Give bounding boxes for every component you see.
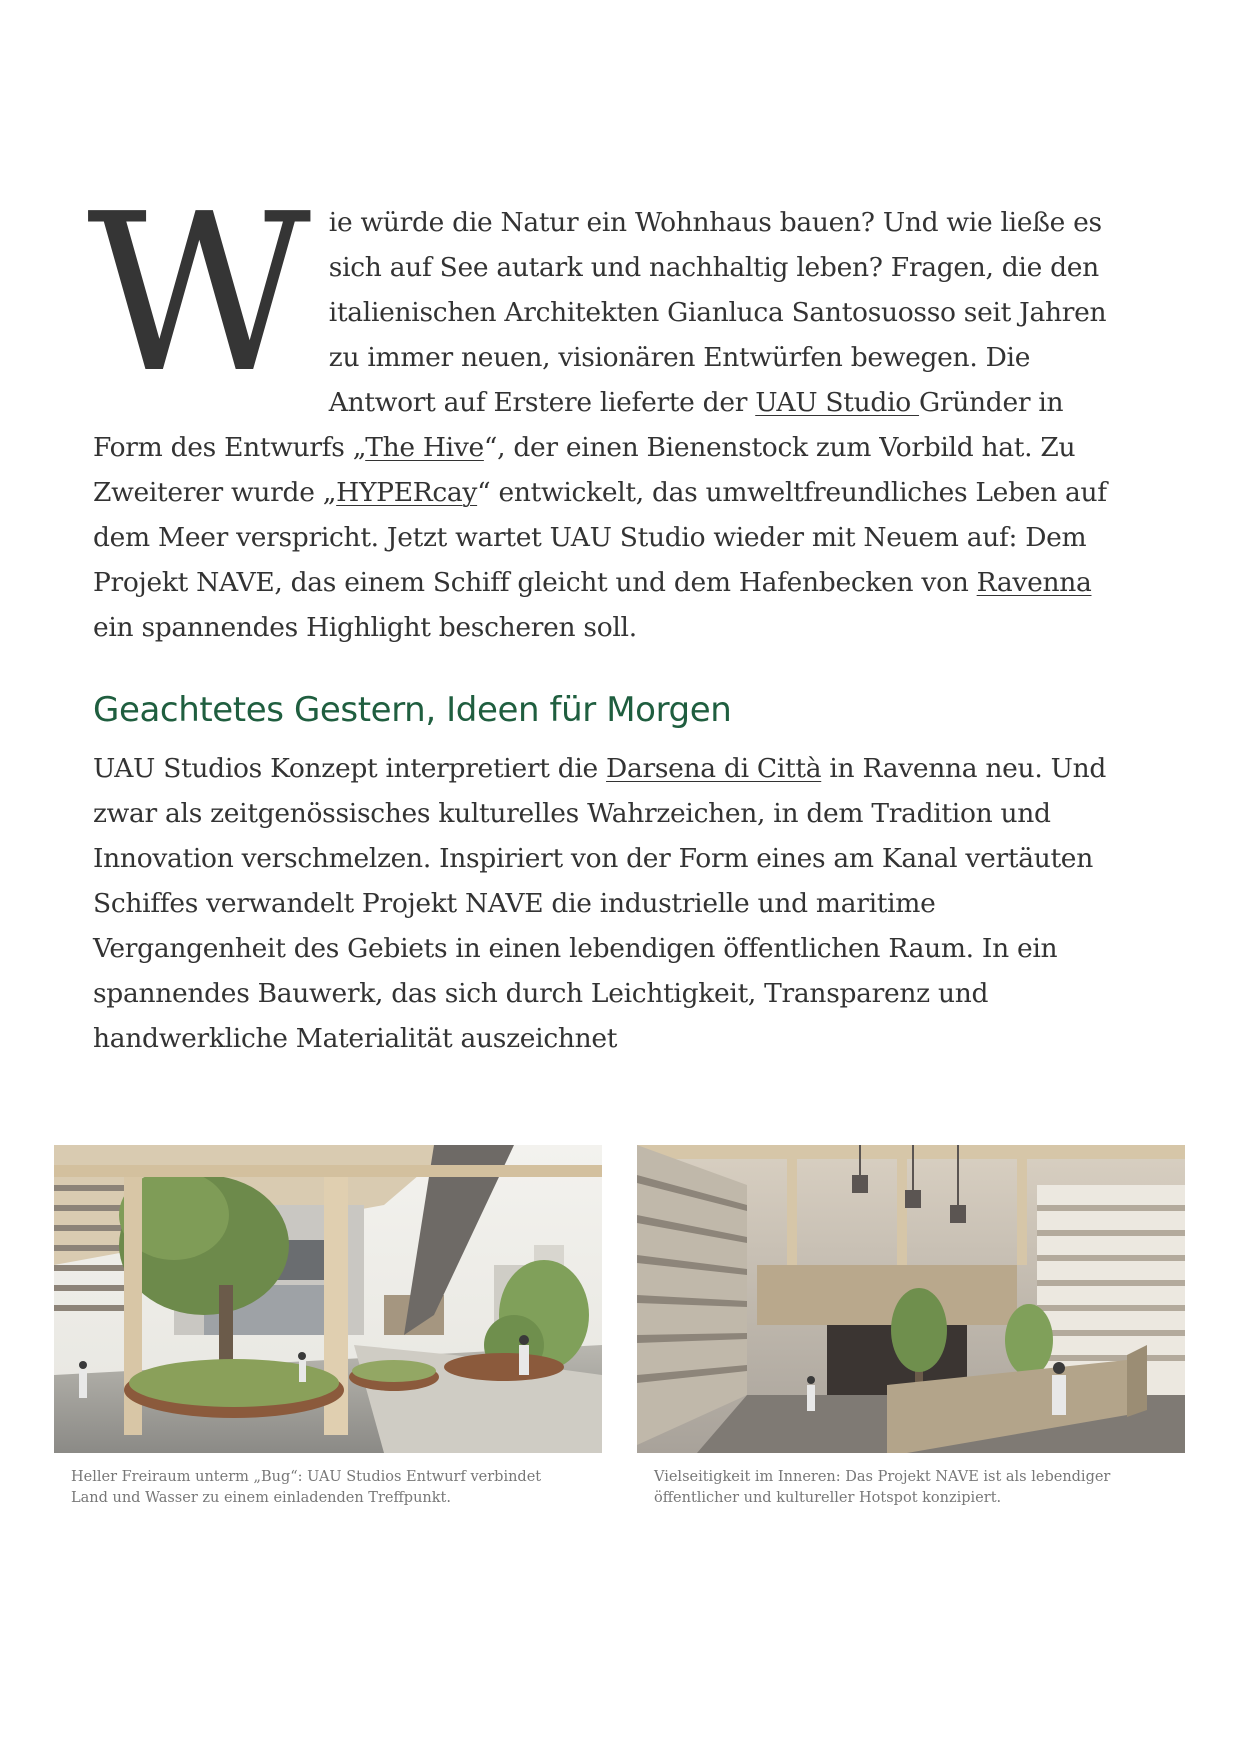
link-uau-studio[interactable]: UAU Studio	[755, 387, 920, 418]
exterior-render-image	[54, 1145, 602, 1453]
figure-caption: Vielseitigkeit im Inneren: Das Projekt NAVE ist als lebendiger öffentlicher und kultureller Hotspot konzipiert.	[654, 1469, 1111, 1506]
body-text: in Ravenna neu. Und zwar als zeitgenössisches kulturelles Wahrzeichen, in dem Tradition und Innovation verschmelzen. Inspiriert von der Form eines am Kanal vertäuten Schiffes verwandelt Projekt NAVE die industrielle und maritime Vergangenheit des Gebiets in einen lebendigen öffentlichen Raum. In ein spannendes Bauwerk, das sich durch Leichtigkeit, Transparenz und handwerkliche Materialität auszeichnet	[93, 753, 1107, 1054]
intro-text: ie würde die Natur ein Wohnhaus bauen? Und wie ließe es sich auf See autark und nachhaltig leben? Fragen, die den italienischen Architekten Gianluca Santosuosso seit Jahren zu immer neuen, visionären Entwürfen bewegen. Die Antwort auf Erstere lieferte der	[328, 207, 1107, 418]
figure-caption: Heller Freiraum unterm „Bug“: UAU Studios Entwurf verbindet Land und Wasser zu einem einladenden Treffpunkt.	[71, 1469, 542, 1506]
body-text: UAU Studios Konzept interpretiert die	[93, 753, 607, 784]
link-ravenna[interactable]: Ravenna	[976, 567, 1092, 598]
drop-cap: W	[87, 168, 311, 421]
body-paragraph	[93, 746, 1123, 1061]
article	[87, 168, 1123, 1061]
intro-text: “ entwickelt, das umweltfreundliches Leben auf dem Meer verspricht. Jetzt wartet UAU Studio wieder mit Neuem auf: Dem Projekt NAVE, das einem Schiff gleicht und dem Hafenbecken von	[93, 477, 1107, 598]
intro-paragraph	[87, 168, 1123, 650]
interior-render-image	[637, 1145, 1185, 1453]
intro-text: “, der einen Bienenstock zum Vorbild hat. Zu Zweiterer wurde „	[93, 432, 1076, 508]
section-heading: Geachtetes Gestern, Ideen für Morgen	[93, 690, 732, 730]
link-hypercay[interactable]: HYPERcay	[336, 477, 478, 508]
figure-interior	[637, 1145, 1185, 1509]
intro-text: ein spannendes Highlight bescheren soll.	[93, 612, 637, 643]
figure-exterior	[54, 1145, 602, 1509]
link-darsena-di-citta[interactable]: Darsena di Città	[606, 753, 822, 784]
link-the-hive[interactable]: The Hive	[365, 432, 484, 463]
intro-text: Gründer in Form des Entwurfs „	[93, 387, 1064, 463]
